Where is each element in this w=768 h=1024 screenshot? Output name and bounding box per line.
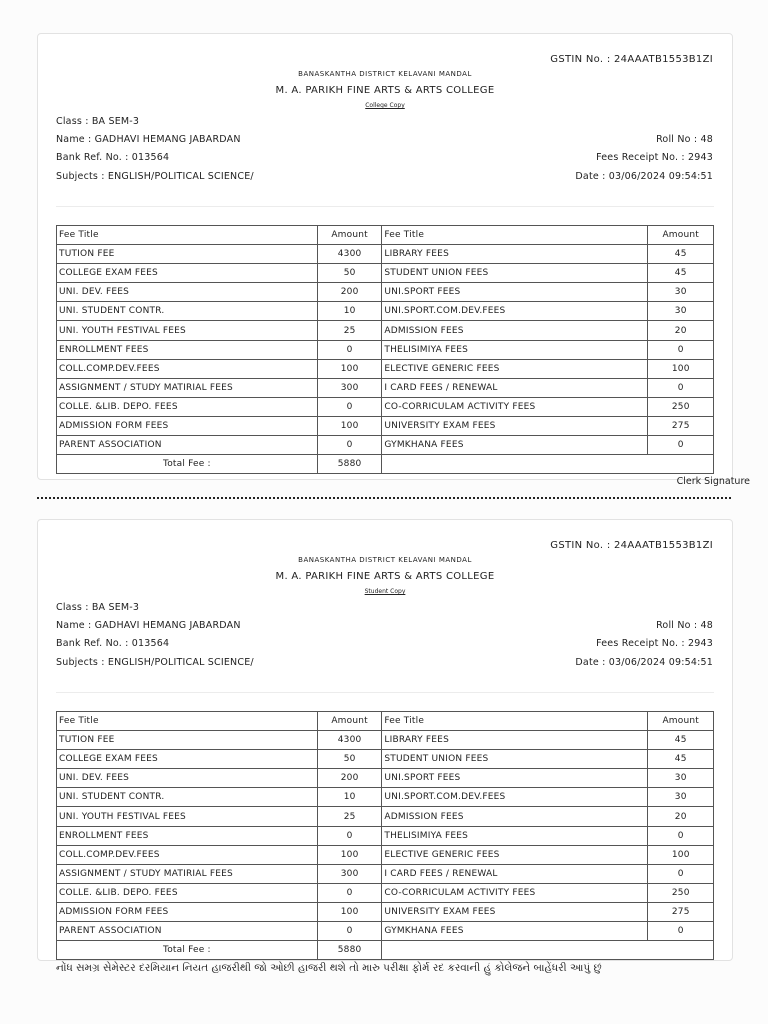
table-row bbox=[57, 245, 714, 264]
fee-title: UNI. YOUTH FESTIVAL FEES bbox=[57, 807, 318, 826]
clerk-signature: Clerk Signature bbox=[676, 476, 750, 487]
table-row bbox=[57, 788, 714, 807]
fee-title: TUTION FEE bbox=[57, 731, 318, 750]
table-row bbox=[57, 378, 714, 397]
fee-amount: 275 bbox=[648, 902, 714, 921]
date-field: Date : 03/06/2024 09:54:51 bbox=[575, 171, 713, 182]
fee-title: TUTION FEE bbox=[57, 245, 318, 264]
fee-title: LIBRARY FEES bbox=[382, 245, 648, 264]
column-header: Amount bbox=[648, 712, 714, 731]
fee-table bbox=[56, 225, 714, 474]
fee-title: ASSIGNMENT / STUDY MATIRIAL FEES bbox=[57, 864, 318, 883]
fee-title: CO-CORRICULAM ACTIVITY FEES bbox=[382, 397, 648, 416]
total-fee-label: Total Fee : bbox=[57, 455, 318, 474]
table-row bbox=[57, 302, 714, 321]
fee-amount: 0 bbox=[317, 826, 382, 845]
fee-amount: 0 bbox=[317, 397, 382, 416]
column-header: Amount bbox=[317, 226, 382, 245]
fee-title: THELISIMIYA FEES bbox=[382, 826, 648, 845]
fee-amount: 250 bbox=[648, 397, 714, 416]
empty-cell bbox=[382, 455, 714, 474]
fee-amount: 4300 bbox=[317, 245, 382, 264]
divider bbox=[56, 692, 714, 693]
column-header: Amount bbox=[317, 712, 382, 731]
table-row bbox=[57, 807, 714, 826]
table-row bbox=[57, 321, 714, 340]
total-fee-value: 5880 bbox=[317, 455, 382, 474]
subjects-field: Subjects : ENGLISH/POLITICAL SCIENCE/ bbox=[56, 657, 254, 668]
table-row bbox=[57, 731, 714, 750]
fee-amount: 100 bbox=[317, 416, 382, 435]
subjects-field: Subjects : ENGLISH/POLITICAL SCIENCE/ bbox=[56, 171, 254, 182]
fee-amount: 20 bbox=[648, 807, 714, 826]
fee-amount: 300 bbox=[317, 378, 382, 397]
fee-amount: 45 bbox=[648, 750, 714, 769]
table-row bbox=[57, 845, 714, 864]
fee-title: STUDENT UNION FEES bbox=[382, 264, 648, 283]
fee-title: CO-CORRICULAM ACTIVITY FEES bbox=[382, 883, 648, 902]
table-row bbox=[57, 264, 714, 283]
fee-amount: 4300 bbox=[317, 731, 382, 750]
fee-amount: 0 bbox=[317, 340, 382, 359]
fee-title: UNI. STUDENT CONTR. bbox=[57, 788, 318, 807]
roll-no-field: Roll No : 48 bbox=[656, 134, 713, 145]
column-header: Amount bbox=[648, 226, 714, 245]
fee-title: ENROLLMENT FEES bbox=[57, 826, 318, 845]
fee-amount: 30 bbox=[648, 769, 714, 788]
fee-amount: 100 bbox=[648, 845, 714, 864]
table-row bbox=[57, 883, 714, 902]
receipt-student-copy bbox=[37, 519, 733, 961]
fee-amount: 0 bbox=[648, 864, 714, 883]
fee-amount: 50 bbox=[317, 264, 382, 283]
fee-amount: 200 bbox=[317, 769, 382, 788]
fee-amount: 45 bbox=[648, 731, 714, 750]
fee-title: COLLE. &LIB. DEPO. FEES bbox=[57, 883, 318, 902]
fee-title: UNI.SPORT FEES bbox=[382, 769, 648, 788]
fee-amount: 25 bbox=[317, 807, 382, 826]
table-row bbox=[57, 922, 714, 941]
column-header: Fee Title bbox=[57, 712, 318, 731]
roll-no-field: Roll No : 48 bbox=[656, 620, 713, 631]
table-row bbox=[57, 416, 714, 435]
fee-title: UNI.SPORT.COM.DEV.FEES bbox=[382, 788, 648, 807]
fee-title: GYMKHANA FEES bbox=[382, 922, 648, 941]
fee-title: UNI. DEV. FEES bbox=[57, 769, 318, 788]
fee-title: ELECTIVE GENERIC FEES bbox=[382, 845, 648, 864]
table-row bbox=[57, 340, 714, 359]
receipt-no-field: Fees Receipt No. : 2943 bbox=[596, 152, 713, 163]
empty-cell bbox=[382, 941, 714, 960]
fee-title: PARENT ASSOCIATION bbox=[57, 436, 318, 455]
fee-amount: 0 bbox=[317, 883, 382, 902]
fee-title: ADMISSION FORM FEES bbox=[57, 416, 318, 435]
fee-amount: 30 bbox=[648, 302, 714, 321]
total-fee-value: 5880 bbox=[317, 941, 382, 960]
fee-title: COLLE. &LIB. DEPO. FEES bbox=[57, 397, 318, 416]
fee-amount: 100 bbox=[317, 902, 382, 921]
table-row bbox=[57, 283, 714, 302]
fee-title: UNIVERSITY EXAM FEES bbox=[382, 416, 648, 435]
fee-title: ADMISSION FORM FEES bbox=[57, 902, 318, 921]
table-row bbox=[57, 397, 714, 416]
fee-amount: 100 bbox=[317, 359, 382, 378]
fee-amount: 0 bbox=[317, 922, 382, 941]
gstin-number: GSTIN No. : 24AAATB1553B1ZI bbox=[550, 54, 713, 65]
fee-title: THELISIMIYA FEES bbox=[382, 340, 648, 359]
fee-title: PARENT ASSOCIATION bbox=[57, 922, 318, 941]
fee-title: COLLEGE EXAM FEES bbox=[57, 750, 318, 769]
attendance-note: નોંધ સમગ્ર સેમેસ્ટર દરમિયાન નિયત હાજરીથી જો ઓછી હાજરી થશે તો મારુ પરીક્ષા ફોર્મ રદ કરવાની હું કોલેજને બાહેંધરી આપું છું bbox=[56, 962, 602, 974]
receipt-college-copy bbox=[37, 33, 733, 480]
fee-title: ADMISSION FEES bbox=[382, 807, 648, 826]
fee-amount: 30 bbox=[648, 283, 714, 302]
fee-amount: 0 bbox=[648, 378, 714, 397]
fee-title: ENROLLMENT FEES bbox=[57, 340, 318, 359]
class-field: Class : BA SEM-3 bbox=[56, 116, 140, 127]
table-row bbox=[57, 902, 714, 921]
student-name-field: Name : GADHAVI HEMANG JABARDAN bbox=[56, 134, 241, 145]
table-header-row bbox=[57, 226, 714, 245]
fee-title: UNI. DEV. FEES bbox=[57, 283, 318, 302]
fee-amount: 10 bbox=[317, 302, 382, 321]
bank-ref-field: Bank Ref. No. : 013564 bbox=[56, 152, 170, 163]
fee-amount: 250 bbox=[648, 883, 714, 902]
fee-title: GYMKHANA FEES bbox=[382, 436, 648, 455]
fee-amount: 10 bbox=[317, 788, 382, 807]
student-name-field: Name : GADHAVI HEMANG JABARDAN bbox=[56, 620, 241, 631]
fee-title: ELECTIVE GENERIC FEES bbox=[382, 359, 648, 378]
fee-title: I CARD FEES / RENEWAL bbox=[382, 864, 648, 883]
fee-table bbox=[56, 711, 714, 960]
fee-title: UNI. STUDENT CONTR. bbox=[57, 302, 318, 321]
table-row bbox=[57, 826, 714, 845]
table-row bbox=[57, 864, 714, 883]
fee-title: LIBRARY FEES bbox=[382, 731, 648, 750]
fee-title: ADMISSION FEES bbox=[382, 321, 648, 340]
fee-title: STUDENT UNION FEES bbox=[382, 750, 648, 769]
fee-amount: 25 bbox=[317, 321, 382, 340]
divider bbox=[56, 206, 714, 207]
fee-amount: 45 bbox=[648, 245, 714, 264]
fee-amount: 0 bbox=[648, 436, 714, 455]
fee-amount: 0 bbox=[648, 922, 714, 941]
fee-title: UNIVERSITY EXAM FEES bbox=[382, 902, 648, 921]
fee-title: I CARD FEES / RENEWAL bbox=[382, 378, 648, 397]
class-field: Class : BA SEM-3 bbox=[56, 602, 140, 613]
fee-amount: 100 bbox=[648, 359, 714, 378]
fee-amount: 300 bbox=[317, 864, 382, 883]
fee-amount: 20 bbox=[648, 321, 714, 340]
college-name: M. A. PARIKH FINE ARTS & ARTS COLLEGE bbox=[275, 571, 495, 582]
mandal-name: BANASKANTHA DISTRICT KELAVANI MANDAL bbox=[298, 556, 472, 564]
table-header-row bbox=[57, 712, 714, 731]
fee-amount: 100 bbox=[317, 845, 382, 864]
fee-amount: 0 bbox=[648, 826, 714, 845]
gstin-number: GSTIN No. : 24AAATB1553B1ZI bbox=[550, 540, 713, 551]
receipt-no-field: Fees Receipt No. : 2943 bbox=[596, 638, 713, 649]
fee-amount: 0 bbox=[317, 436, 382, 455]
table-row bbox=[57, 769, 714, 788]
fee-amount: 30 bbox=[648, 788, 714, 807]
total-row bbox=[57, 455, 714, 474]
table-row bbox=[57, 359, 714, 378]
fee-title: UNI. YOUTH FESTIVAL FEES bbox=[57, 321, 318, 340]
bank-ref-field: Bank Ref. No. : 013564 bbox=[56, 638, 170, 649]
fee-amount: 275 bbox=[648, 416, 714, 435]
fee-title: COLL.COMP.DEV.FEES bbox=[57, 359, 318, 378]
fee-title: COLLEGE EXAM FEES bbox=[57, 264, 318, 283]
mandal-name: BANASKANTHA DISTRICT KELAVANI MANDAL bbox=[298, 70, 472, 78]
fee-title: UNI.SPORT FEES bbox=[382, 283, 648, 302]
fee-amount: 50 bbox=[317, 750, 382, 769]
fee-amount: 200 bbox=[317, 283, 382, 302]
date-field: Date : 03/06/2024 09:54:51 bbox=[575, 657, 713, 668]
college-name: M. A. PARIKH FINE ARTS & ARTS COLLEGE bbox=[275, 85, 495, 96]
column-header: Fee Title bbox=[382, 712, 648, 731]
fee-amount: 45 bbox=[648, 264, 714, 283]
fee-title: COLL.COMP.DEV.FEES bbox=[57, 845, 318, 864]
cut-line bbox=[37, 497, 731, 499]
total-fee-label: Total Fee : bbox=[57, 941, 318, 960]
total-row bbox=[57, 941, 714, 960]
copy-label: Student Copy bbox=[364, 588, 406, 595]
column-header: Fee Title bbox=[382, 226, 648, 245]
fee-title: ASSIGNMENT / STUDY MATIRIAL FEES bbox=[57, 378, 318, 397]
table-row bbox=[57, 436, 714, 455]
table-row bbox=[57, 750, 714, 769]
copy-label: College Copy bbox=[365, 102, 405, 109]
column-header: Fee Title bbox=[57, 226, 318, 245]
fee-amount: 0 bbox=[648, 340, 714, 359]
fee-title: UNI.SPORT.COM.DEV.FEES bbox=[382, 302, 648, 321]
